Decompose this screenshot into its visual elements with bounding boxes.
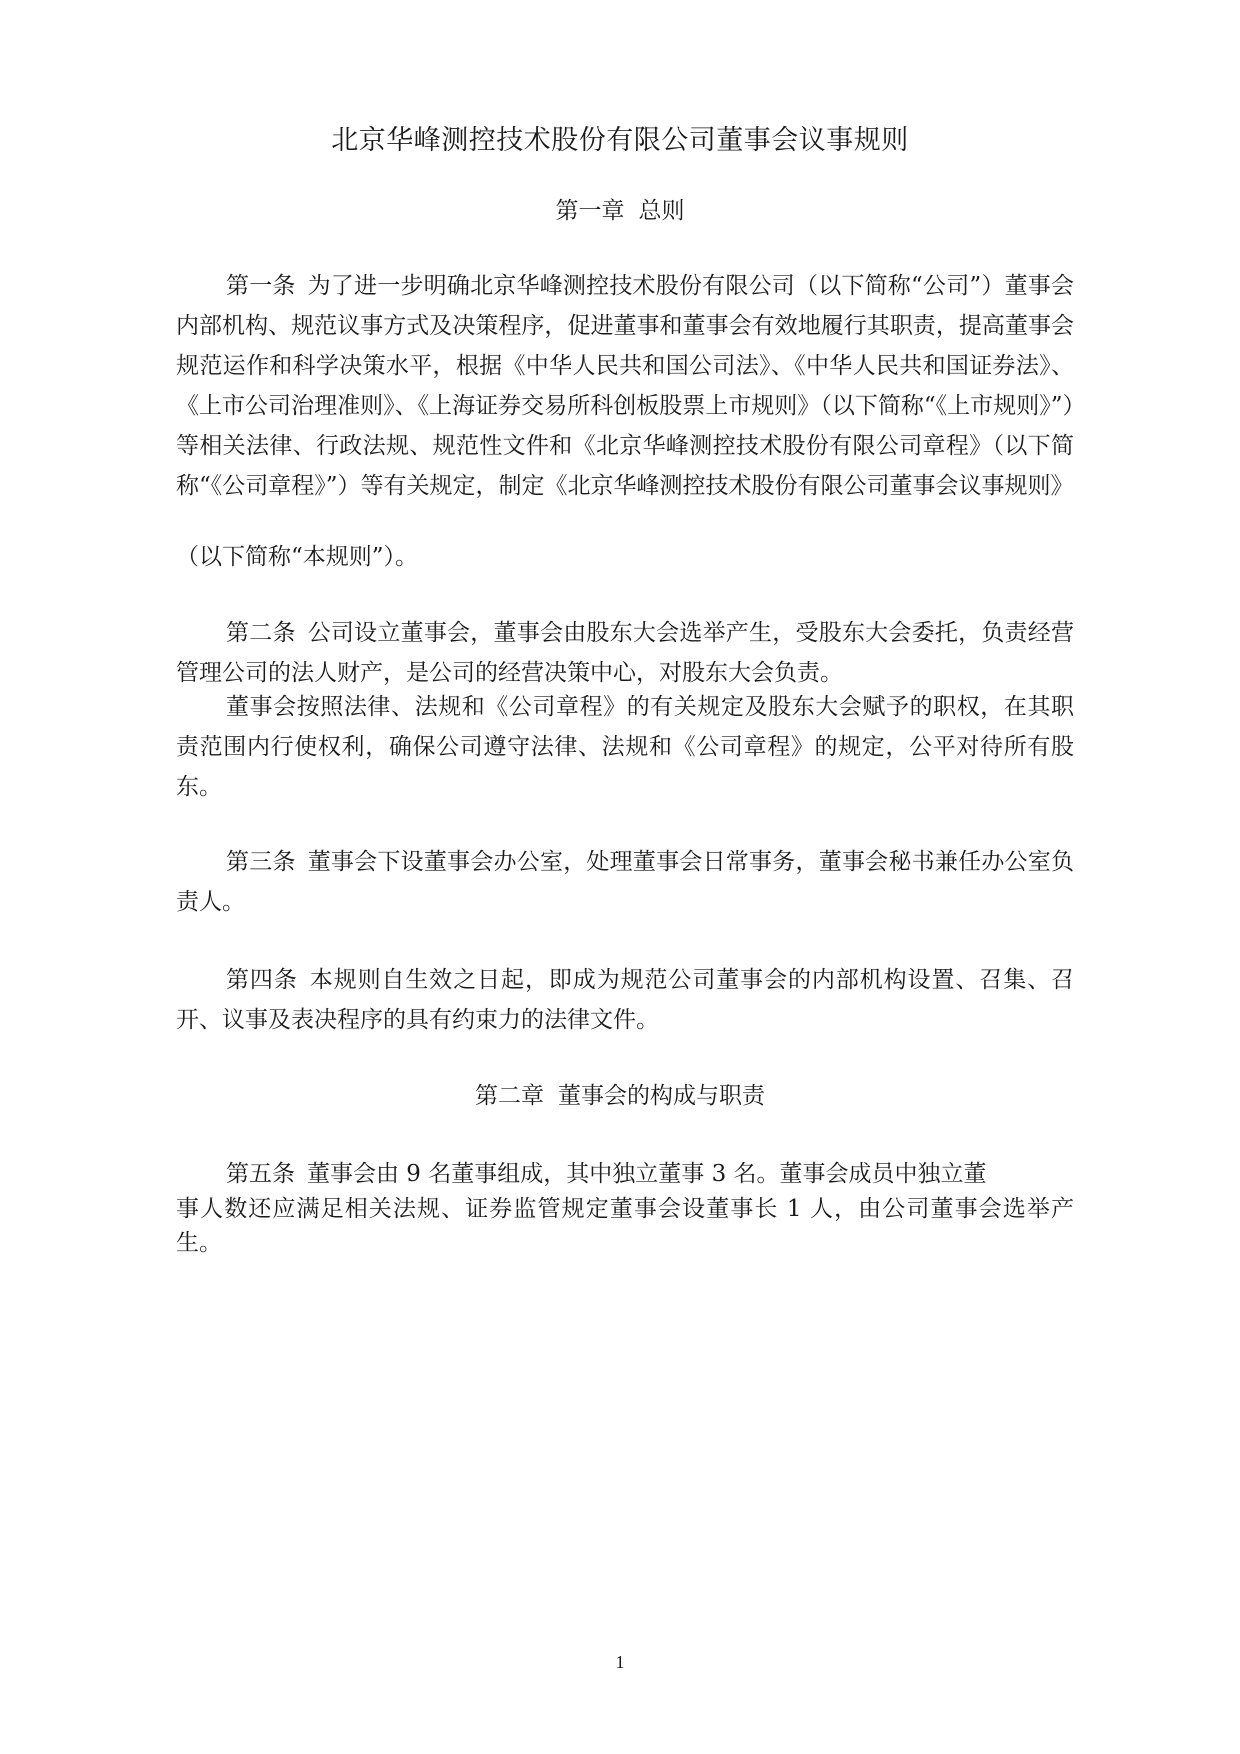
chapter-1-number: 第一章 [555,198,625,224]
article-2-text: 公司设立董事会，董事会由股东大会选举产生，受股东大会委托，负责经营管理公司的法人财产，是公司的经营决策中心，对股东大会负责。 [176,620,1075,686]
article-1-tail: （以下简称“本规则”）。 [176,544,419,570]
page-number: 1 [615,1652,625,1672]
article-1-text: 为了进一步明确北京华峰测控技术股份有限公司（以下简称“公司”）董事会内部机构、规范议事方式及决策程序，促进董事和董事会有效地履行其职责，提高董事会规范运作和科学决策水平，根据《中华人民共和国公司法》、《中华人民共和国证券法》、《上市公司治理准则》、《上海证券交易所科创板股票上市规则》（以下简称“《上市规则》”）等相关法律、行政法规、规范性文件和《北京华峰测控技术股份有限公司章程》（以下简称“《公司章程》”）等有关规定，制定《北京华峰测控技术股份有限公司董事会议事规则》 [176,273,1074,499]
article-1-label: 第一条 [226,273,296,299]
article-1 [176,266,1074,506]
article-4 [176,960,1074,1040]
article-5 [176,1154,1074,1194]
article-4-text: 本规则自生效之日起，即成为规范公司董事会的内部机构设置、召集、召开、议事及表决程序的具有约束力的法律文件。 [176,967,1075,1033]
chapter-2-heading [0,1077,1240,1110]
article-4-label: 第四条 [226,967,298,993]
article-2 [176,613,1074,693]
article-3-text: 董事会下设董事会办公室，处理董事会日常事务，董事会秘书兼任办公室负责人。 [176,849,1075,915]
document-title: 北京华峰测控技术股份有限公司董事会议事规则 [331,125,909,156]
article-3-label: 第三条 [226,849,296,875]
article-5-line-1: 董事会由 9 名董事组成，其中独立董事 3 名。董事会成员中独立董 [307,1161,987,1187]
article-5-continuation: 事人数还应满足相关法规、证券监管规定董事会设董事长 1 人，由公司董事会选举产生。 [176,1196,1074,1256]
chapter-1-name: 总则 [638,198,685,224]
chapter-1-heading [0,192,1240,225]
article-3 [176,842,1074,922]
chapter-2-name: 董事会的构成与职责 [558,1083,765,1109]
article-2-label: 第二条 [226,620,296,646]
chapter-2-number: 第二章 [475,1083,544,1109]
article-5-label: 第五条 [226,1161,295,1187]
article-2-paragraph-2: 董事会按照法律、法规和《公司章程》的有关规定及股东大会赋予的职权，在其职责范围内行使权利，确保公司遵守法律、法规和《公司章程》的规定，公平对待所有股东。 [176,694,1074,800]
